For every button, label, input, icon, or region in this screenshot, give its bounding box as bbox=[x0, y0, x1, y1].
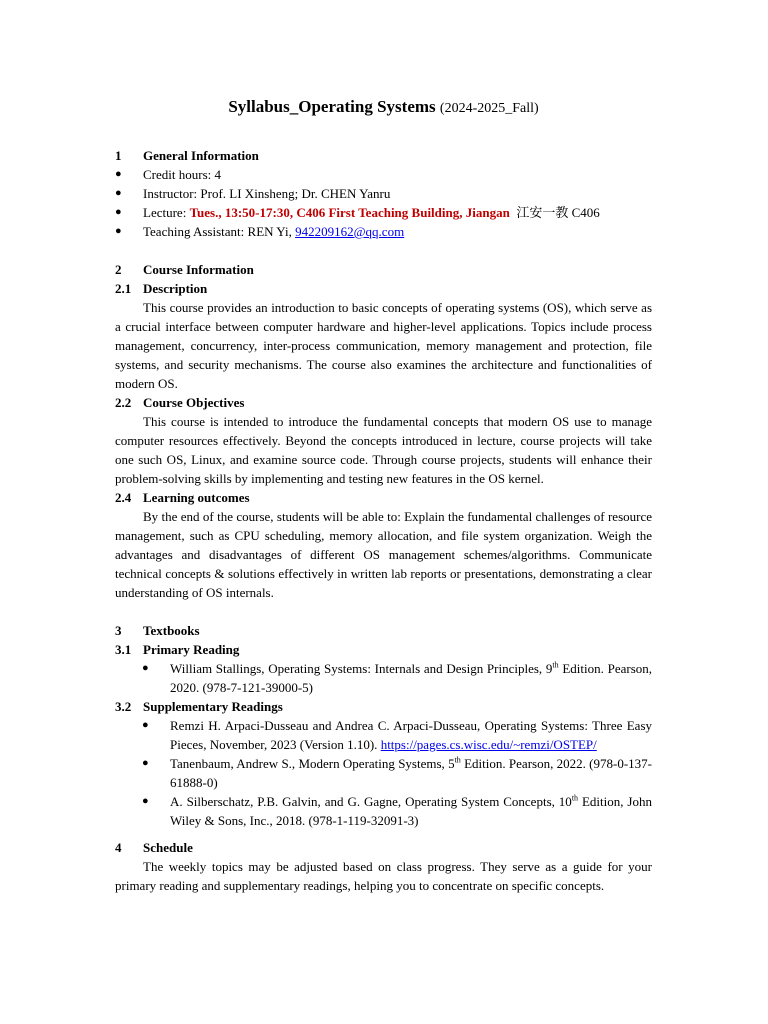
bullet-icon: ● bbox=[115, 168, 122, 180]
ta-label: Teaching Assistant: REN Yi, bbox=[143, 224, 296, 239]
bullet-icon: ● bbox=[142, 662, 149, 674]
section-title: General Information bbox=[143, 148, 259, 163]
lecture-line bbox=[143, 203, 652, 222]
subsection-title: Primary Reading bbox=[143, 642, 240, 657]
subsection-number: 2.2 bbox=[115, 395, 132, 410]
book-citation: Tanenbaum, Andrew S., Modern Operating Systems, 5th Edition. Pearson, 2022. (978-0-137-61888-0) bbox=[170, 755, 652, 790]
ta-line bbox=[143, 222, 652, 241]
section-title: Textbooks bbox=[143, 623, 200, 638]
book-citation: A. Silberschatz, P.B. Galvin, and G. Gagne, Operating System Concepts, 10th Edition, John Wiley & Sons, Inc., 2018. (978-1-119-32091-3) bbox=[170, 793, 652, 828]
list-item-tanenbaum bbox=[115, 754, 652, 792]
credit-hours: Credit hours: 4 bbox=[143, 167, 221, 182]
subsection-title: Supplementary Readings bbox=[143, 699, 283, 714]
section-4-heading bbox=[115, 838, 652, 857]
ostep-link[interactable]: https://pages.cs.wisc.edu/~remzi/OSTEP/ bbox=[380, 737, 597, 752]
section-title: Schedule bbox=[143, 840, 193, 855]
bullet-icon: ● bbox=[115, 225, 122, 237]
subsection-number: 3.2 bbox=[115, 699, 132, 714]
subsection-2-1-heading bbox=[115, 279, 652, 298]
lecture-room: 江安一教 C406 bbox=[509, 205, 600, 220]
list-item-ostep bbox=[115, 716, 652, 754]
objectives-paragraph: This course is intended to introduce the fundamental concepts that modern OS use to manage computer resources effectively. Beyond the concepts introduced in lecture, course projects will take one such OS, Linux, and examine source code. Through course projects, students will enhance their problem-solving skills by implementing and testing new features in the OS kernel. bbox=[115, 414, 652, 486]
subsection-2-4-heading bbox=[115, 488, 652, 507]
schedule-paragraph: The weekly topics may be adjusted based on class progress. They serve as a guide for your primary reading and supplementary readings, helping you to concentrate on specific concepts. bbox=[115, 859, 652, 893]
instructor: Instructor: Prof. LI Xinsheng; Dr. CHEN Yanru bbox=[143, 186, 391, 201]
bullet-icon: ● bbox=[142, 719, 149, 731]
subsection-title: Course Objectives bbox=[143, 395, 245, 410]
section-number: 2 bbox=[115, 262, 122, 277]
section-3-heading bbox=[115, 621, 652, 640]
list-item-primary-book bbox=[115, 659, 652, 697]
subsection-number: 2.4 bbox=[115, 490, 132, 505]
book-citation: Remzi H. Arpaci-Dusseau and Andrea C. Arpaci-Dusseau, Operating Systems: Three Easy Pieces, November, 2023 (Version 1.10). https://pages.cs.wisc.edu/~remzi/OSTEP/ bbox=[170, 718, 652, 752]
book-citation: William Stallings, Operating Systems: Internals and Design Principles, 9th Edition. Pearson, 2020. (978-7-121-39000-5) bbox=[170, 660, 653, 695]
section-number: 4 bbox=[115, 840, 122, 855]
list-item-credit bbox=[115, 165, 652, 184]
ta-email-link[interactable]: 942209162@qq.com bbox=[295, 224, 405, 239]
bullet-icon: ● bbox=[142, 757, 149, 769]
section-number: 1 bbox=[115, 148, 122, 163]
description-paragraph: This course provides an introduction to basic concepts of operating systems (OS), which serve as a crucial interface between computer hardware and higher-level applications. Topics include process management, concurrency, inter-process communication, memory management and protection, file systems, and security mechanisms. The course also examines the architecture and functionalities of modern OS. bbox=[115, 300, 652, 391]
subsection-3-2-heading bbox=[115, 697, 652, 716]
list-item-silberschatz bbox=[115, 792, 652, 830]
bullet-icon: ● bbox=[115, 206, 122, 218]
section-1-heading bbox=[115, 146, 652, 165]
subsection-title: Learning outcomes bbox=[143, 490, 250, 505]
bullet-icon: ● bbox=[115, 187, 122, 199]
subsection-2-2-heading bbox=[115, 393, 652, 412]
subsection-number: 3.1 bbox=[115, 642, 132, 657]
list-item-lecture bbox=[115, 203, 652, 222]
title-sub: (2024-2025_Fall) bbox=[439, 101, 539, 116]
section-number: 3 bbox=[115, 623, 122, 638]
list-item-instructor bbox=[115, 184, 652, 203]
list-item-ta bbox=[115, 222, 652, 241]
document-body bbox=[115, 96, 652, 895]
subsection-3-1-heading bbox=[115, 640, 652, 659]
lecture-label: Lecture: bbox=[143, 205, 190, 220]
outcomes-paragraph: By the end of the course, students will be able to: Explain the fundamental challenges of resource management, such as CPU scheduling, memory allocation, and file system organization. Weigh the advantages and disadvantages of different OS management schemes/algorithms. Communicate technical concepts & solutions effectively in written lab reports or presentations, demonstrating a clear understanding of OS internals. bbox=[115, 509, 652, 600]
subsection-title: Description bbox=[143, 281, 208, 296]
subsection-number: 2.1 bbox=[115, 281, 132, 296]
page-title bbox=[115, 96, 652, 120]
bullet-icon: ● bbox=[142, 795, 149, 807]
lecture-time-location: Tues., 13:50-17:30, C406 First Teaching Building, Jiangan bbox=[189, 205, 510, 220]
title-main: Syllabus_Operating Systems bbox=[228, 97, 436, 116]
section-title: Course Information bbox=[143, 262, 254, 277]
section-2-heading bbox=[115, 260, 652, 279]
